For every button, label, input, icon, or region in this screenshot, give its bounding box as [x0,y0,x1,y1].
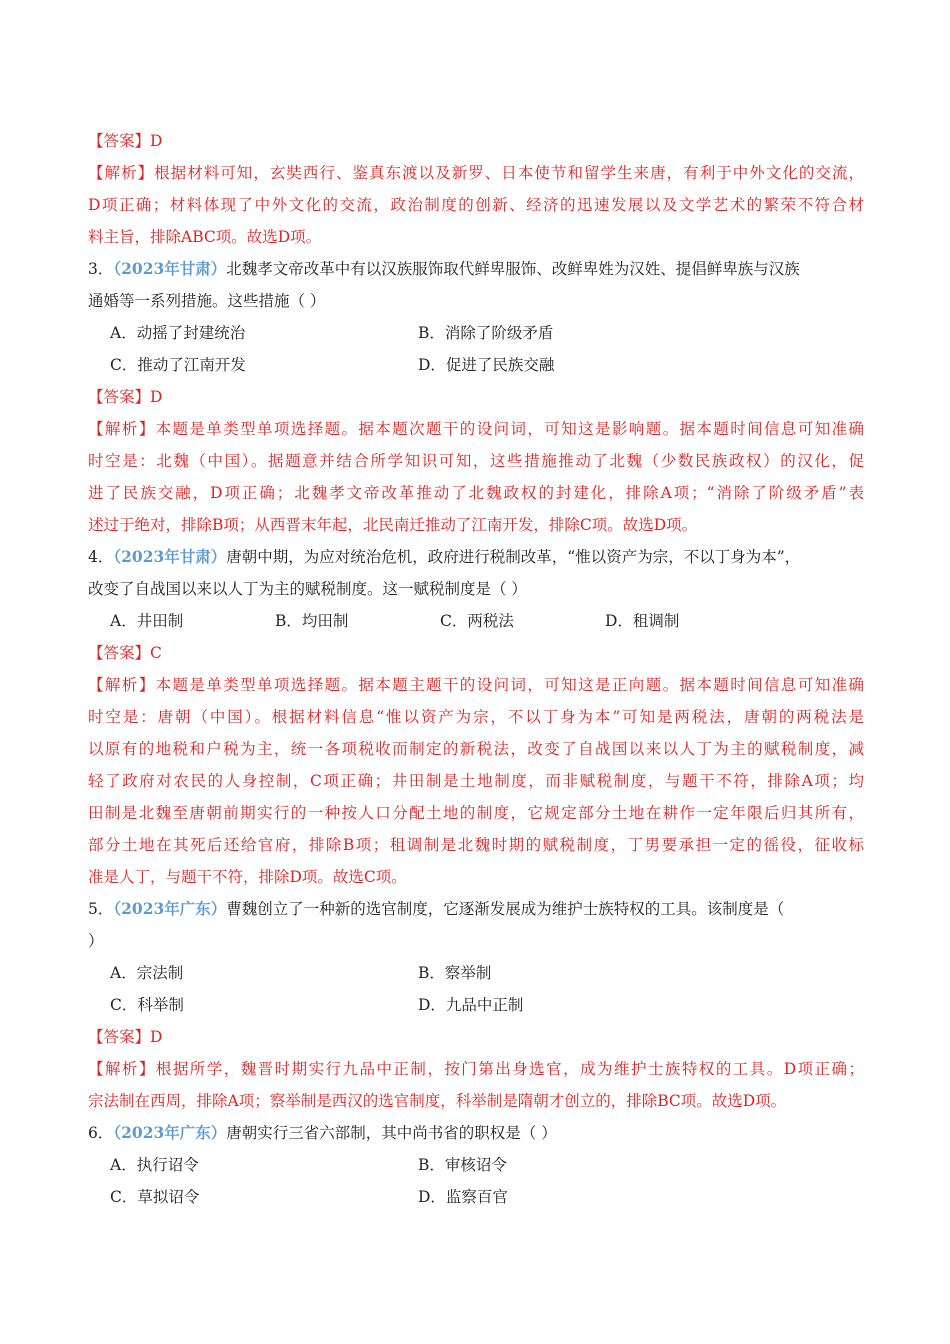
options-row [88,1181,864,1213]
analysis-line: 时空是：北魏（中国）。据题意并结合所学知识可知，这些措施推动了北魏（少数民族政权）的汉化，促 [88,452,864,470]
question-3-stem [88,253,864,285]
question-5-stem [88,893,864,925]
question-number: 6． [88,1124,114,1142]
source-tag: （2023年甘肃） [113,547,227,566]
analysis-line: 田制是北魏至唐朝前期实行的一种按人口分配土地的制度，它规定部分土地在耕作一定年限后归其所有， [88,804,864,822]
question-number: 4． [88,548,114,566]
options-row [88,349,864,381]
options-row [88,605,864,637]
option-a: A．井田制 [110,612,184,630]
analysis-line: 【解析】根据材料可知，玄奘西行、鉴真东渡以及新罗、日本使节和留学生来唐，有利于中外文化的交流， [88,164,864,182]
document-page [88,125,864,1213]
stem-text: 曹魏创立了一种新的选官制度，它逐渐发展成为维护士族特权的工具。该制度是（ [226,900,785,918]
analysis-line: 述过于绝对，排除B项；从西晋末年起，北民南迁推动了江南开发，排除C项。故选D项。 [88,516,698,534]
option-c: C．两税法 [440,612,514,630]
analysis-line: 部分土地在其死后还给官府，排除B项；租调制是北魏时期的赋税制度，丁男要承担一定的徭役，征收标 [88,836,864,854]
analysis-line: 【解析】本题是单类型单项选择题。据本题次题干的设问词，可知这是影响题。据本题时间信息可知准确 [88,420,864,438]
option-c: C．草拟诏令 [110,1188,200,1206]
source-tag: （2023年甘肃） [113,259,227,278]
option-d: D．监察百官 [418,1188,508,1206]
option-c: C．推动了江南开发 [110,356,246,374]
analysis-line: 【解析】本题是单类型单项选择题。据本题主题干的设问词，可知这是正向题。据本题时间信息可知准确 [88,676,864,694]
option-d: D．促进了民族交融 [418,356,555,374]
answer-line: 【答案】D [88,1028,163,1046]
analysis-line: 以原有的地税和户税为主，统一各项税收而制定的新税法，改变了自战国以来以人丁为主的赋税制度，减 [88,740,864,758]
analysis-line: 宗法制在西周，排除A项；察举制是西汉的选官制度，科举制是隋朝才创立的，排除BC项。故选D项。 [88,1092,787,1110]
options-row [88,1149,864,1181]
analysis-line: 时空是：唐朝（中国）。根据材料信息“惟以资产为宗，不以丁身为本”可知是两税法，唐朝的两税法是 [88,708,864,726]
options-row [88,957,864,989]
question-number: 3． [88,260,114,278]
stem-text: 改变了自战国以来以人丁为主的赋税制度。这一赋税制度是（ ） [88,580,527,598]
analysis-line: 准是人丁，与题干不符，排除D项。故选C项。 [88,868,407,886]
answer-line: 【答案】D [88,388,163,406]
stem-text: ） [88,932,104,950]
option-a: A．执行诏令 [110,1156,199,1174]
question-4-stem [88,541,864,573]
options-row [88,317,864,349]
option-d: D．九品中正制 [418,996,524,1014]
stem-text: 通婚等一系列措施。这些措施（ ） [88,292,326,310]
stem-text: 唐朝实行三省六部制，其中尚书省的职权是（ ） [226,1124,557,1142]
source-tag: （2023年广东） [113,899,227,918]
question-6-stem [88,1117,864,1149]
source-tag: （2023年广东） [113,1123,227,1142]
analysis-line: D项正确；材料体现了中外文化的交流，政治制度的创新、经济的迅速发展以及文学艺术的繁荣不符合材 [88,196,864,214]
option-a: A．宗法制 [110,964,184,982]
option-b: B．均田制 [275,612,349,630]
analysis-line: 进了民族交融，D项正确；北魏孝文帝改革推动了北魏政权的封建化，排除A项；“消除了阶级矛盾”表 [88,484,864,502]
options-row [88,989,864,1021]
stem-text: 唐朝中期，为应对统治危机，政府进行税制改革，“惟以资产为宗，不以丁身为本”， [226,548,801,566]
option-b: B．审核诏令 [418,1156,507,1174]
option-b: B．察举制 [418,964,492,982]
answer-line: 【答案】C [88,644,162,662]
analysis-line: 【解析】根据所学，魏晋时期实行九品中正制，按门第出身选官，成为维护士族特权的工具。D项正确； [88,1060,864,1078]
analysis-line: 料主旨，排除ABC项。故选D项。 [88,228,322,246]
option-a: A．动摇了封建统治 [110,324,246,342]
option-d: D．租调制 [605,612,680,630]
answer-line: 【答案】D [88,132,163,150]
question-number: 5． [88,900,114,918]
option-b: B．消除了阶级矛盾 [418,324,554,342]
stem-text: 北魏孝文帝改革中有以汉族服饰取代鲜卑服饰、改鲜卑姓为汉姓、提倡鲜卑族与汉族 [226,260,800,278]
option-c: C．科举制 [110,996,184,1014]
analysis-line: 轻了政府对农民的人身控制，C项正确；井田制是土地制度，而非赋税制度，与题干不符，排除A项；均 [88,772,864,790]
